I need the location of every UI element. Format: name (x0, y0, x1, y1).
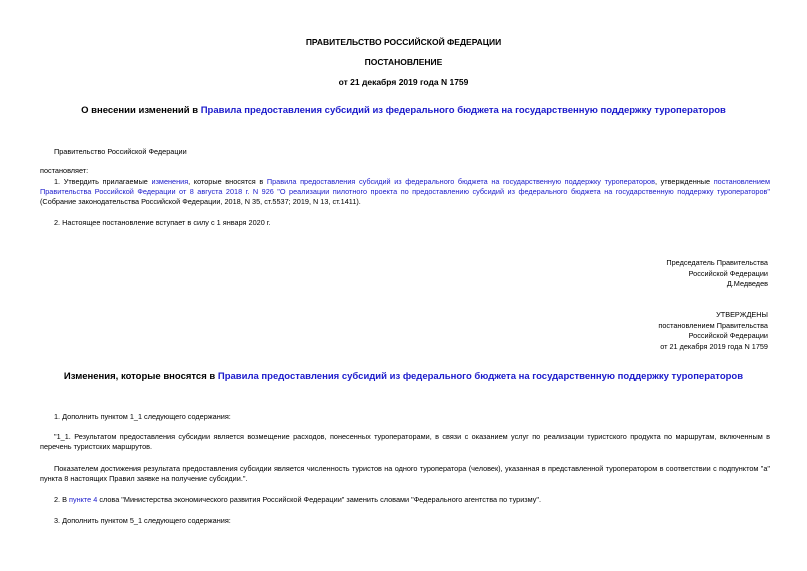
change-2-a: 2. В (54, 495, 70, 504)
item-2: 2. Настоящее постановление вступает в силу с 1 января 2020 г. (54, 218, 271, 227)
change-2-b: слова "Министерства экономического развития Российской Федерации" заменить словами "Федерального агентства по туризму". (97, 495, 542, 504)
decrees-line: постановляет: (40, 166, 89, 175)
change-1: 1. Дополнить пунктом 1_1 следующего содержания: (54, 412, 231, 421)
changes-link[interactable]: изменения (151, 177, 189, 186)
item-1-d: (Собрание законодательства Российской Федерации, 2018, N 35, ст.5537; 2019, N 13, ст.1411). (40, 197, 361, 206)
item-1-b: , которые вносятся в (188, 177, 267, 186)
changes-title-prefix: Изменения, которые вносятся в (63, 371, 218, 382)
signature-block (666, 258, 768, 290)
header-org: ПРАВИТЕЛЬСТВО РОССИЙСКОЙ ФЕДЕРАЦИИ (305, 37, 502, 47)
approved-line-2: постановлением Правительства (658, 320, 768, 330)
header-date: от 21 декабря 2019 года N 1759 (338, 77, 469, 87)
item-1-a: 1. Утвердить прилагаемые (54, 177, 152, 186)
changes-title (30, 371, 777, 382)
item-1 (40, 177, 770, 207)
resolution-link[interactable]: постановлением Правительства Российской Федерации от 8 августа 2018 г. N 926 "О реализации пилотного проекта по предоставлению субсидий из федерального бюджета на государственную поддержку туроператоров" (40, 177, 770, 196)
change-1-indicator: Показателем достижения результата предоставления субсидии является численность туристов на одного туроператора (человек), указанная в представленной туроператором в соответствии с подпунктом "а" пункта 8 настоящих Правил заявке на получение субсидии.". (40, 464, 770, 483)
item-1-c: , утвержденные (654, 177, 714, 186)
change-1-text: "1_1. Результатом предоставления субсидии является возмещение расходов, понесенных туроператорами, в связи с оказанием услуг по реализации туристского продукта по маршрутам, включенным в перечень туристских маршрутов. (40, 432, 770, 451)
approved-line-1: УТВЕРЖДЕНЫ (716, 310, 768, 319)
approved-block (658, 310, 768, 352)
change-3: 3. Дополнить пунктом 5_1 следующего содержания: (54, 516, 231, 525)
main-title-prefix: О внесении изменений в (81, 105, 201, 116)
main-title-link[interactable]: Правила предоставления субсидий из федерального бюджета на государственную поддержку туроператоров (200, 105, 726, 116)
header-doc-type: ПОСТАНОВЛЕНИЕ (364, 57, 443, 67)
clause-4-link[interactable]: пункте 4 (69, 495, 98, 504)
change-2 (54, 495, 784, 505)
signature-line-1: Председатель Правительства (666, 258, 768, 267)
approved-line-4: от 21 декабря 2019 года N 1759 (660, 341, 768, 351)
changes-title-link[interactable]: Правила предоставления субсидий из федерального бюджета на государственную поддержку туроператоров (217, 371, 744, 382)
approved-line-3: Российской Федерации (688, 331, 768, 340)
gov-line: Правительство Российской Федерации (54, 147, 187, 156)
signature-line-2: Российской Федерации (688, 268, 768, 278)
main-title (30, 105, 777, 116)
rules-link[interactable]: Правила предоставления субсидий из федерального бюджета на государственную поддержку туроператоров (266, 177, 655, 186)
signature-line-3: Д.Медведев (726, 279, 768, 288)
